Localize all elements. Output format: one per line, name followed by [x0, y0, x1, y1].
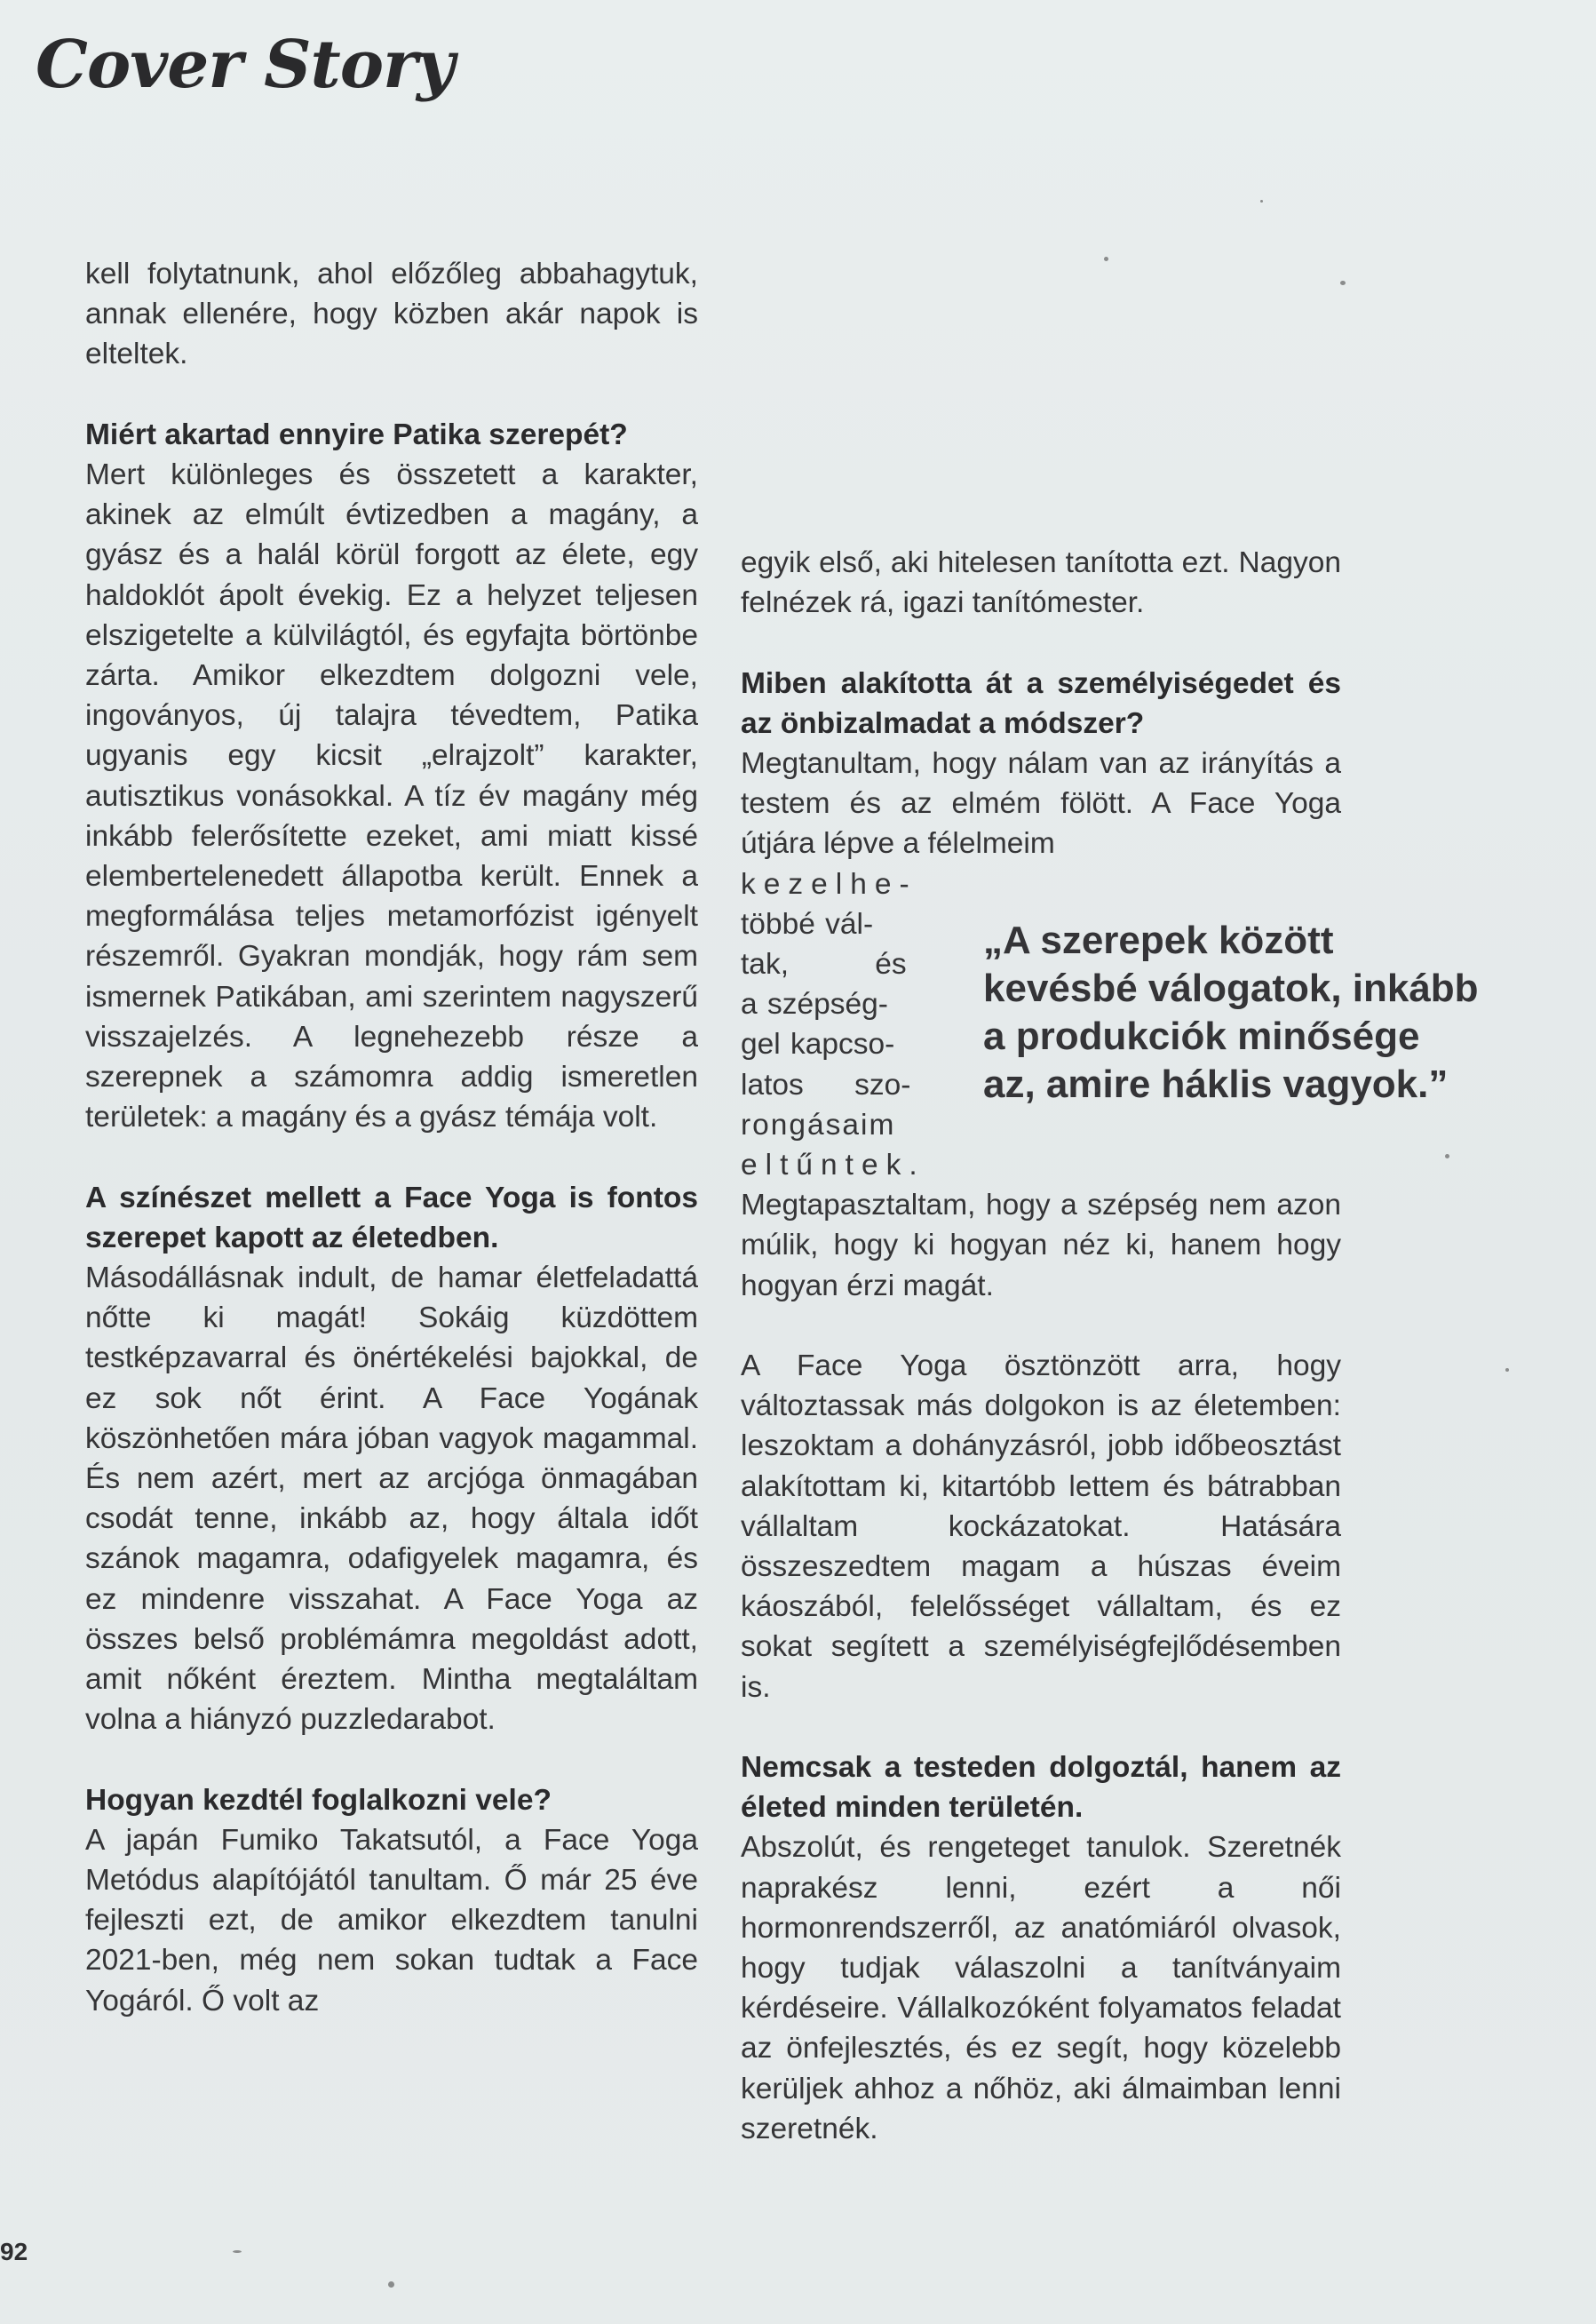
interview-answer: Abszolút, és rengeteget tanulok. Szeretnék naprakész lenni, ezért a női hormonrendszerről, az anatómiáról olvasok, hogy tudjak válaszolni a tanítványaim kérdéseire. Vállalkozóként folyamatos feladat az önfejlesztés, és ez segít, hogy közelebb kerüljek ahhoz a nőhöz, aki álmaimban lenni szeretnék.	[741, 1831, 1341, 2145]
paragraph	[741, 1346, 1341, 1707]
text-line: a szépség-	[741, 988, 888, 1022]
page-number: 92	[0, 2238, 28, 2265]
paper-speck	[1260, 200, 1263, 203]
interview-answer-continued	[741, 1185, 1341, 1306]
paper-speck	[1340, 281, 1346, 285]
paper-speck	[1445, 1154, 1449, 1158]
pull-quote-line: „A szerepek között	[983, 919, 1334, 962]
pull-quote-line: a produkciók minősége	[983, 1015, 1420, 1058]
interview-question: Miért akartad ennyire Patika szerepét?	[85, 418, 628, 451]
text-line: többé vál-	[741, 907, 874, 941]
paper-speck	[1104, 257, 1108, 261]
text-line: tak, és	[741, 948, 907, 982]
interview-block	[85, 415, 698, 1138]
interview-block	[85, 1178, 698, 1740]
interview-answer: Megtanultam, hogy nálam van az irányítás a testem és az elmém fölött. A Face Yoga útjára lépve a félelmeim	[741, 747, 1341, 861]
paragraph-text: egyik első, aki hitelesen tanította ezt. Nagyon felnézek rá, igazi tanítómester.	[741, 546, 1341, 620]
pull-quote-line: az, amire háklis vagyok.”	[983, 1063, 1449, 1106]
paper-speck	[233, 2250, 242, 2253]
interview-answer: Másodállásnak indult, de hamar életfeladattá nőtte ki magát! Sokáig küzdöttem testképzavarral és önértékelési bajokkal, de ez sok nőt érint. A Face Yogának köszönhetően mára jóban vagyok magammal. És nem azért, mert az arcjóga önmagában csodát tenne, inkább az, hogy általa időt szánok magamra, odafigyelek magamra, és ez mindenre visszahat. A Face Yoga az összes belső problémámra megoldást adott, amit nőként éreztem. Mintha megtaláltam volna a hiányzó puzzledarabot.	[85, 1261, 698, 1737]
interview-question: Nemcsak a testeden dolgoztál, hanem az életed minden területén.	[741, 1751, 1341, 1825]
paragraph-text: kell folytatnunk, ahol előzőleg abbahagytuk, annak ellenére, hogy közben akár napok is elteltek.	[85, 258, 698, 371]
interview-answer: Megtapasztaltam, hogy a szépség nem azon múlik, hogy ki hogyan néz ki, hanem hogy hogyan érzi magát.	[741, 1189, 1341, 1302]
pull-quote-line: kevésbé válogatok, inkább	[983, 967, 1479, 1010]
interview-block	[741, 1747, 1341, 2149]
interview-answer: A japán Fumiko Takatsutól, a Face Yoga Metódus alapítójától tanultam. Ő már 25 éve fejleszti ezt, de amikor elkezdtem tanulni 2021-ben, még nem sokan tudtak a Face Yogáról. Ő volt az	[85, 1823, 698, 2018]
text-line: kezelhe-	[741, 867, 917, 901]
interview-question: A színészet mellett a Face Yoga is fontos szerepet kapott az életedben.	[85, 1181, 698, 1254]
narrow-text-column	[741, 864, 941, 1186]
paper-speck	[1505, 1368, 1509, 1372]
text-line: latos szo-	[741, 1068, 911, 1102]
left-column	[85, 254, 698, 2021]
section-title: Cover Story	[36, 27, 455, 103]
text-line: eltűntek.	[741, 1149, 925, 1182]
interview-question: Hogyan kezdtél foglalkozni vele?	[85, 1783, 552, 1817]
paragraph	[85, 254, 698, 375]
interview-block	[85, 1780, 698, 2021]
interview-question: Miben alakította át a személyiségedet és az önbizalmadat a módszer?	[741, 666, 1341, 740]
pull-quote	[983, 917, 1596, 1109]
text-line: rongásaim	[741, 1108, 896, 1142]
paper-speck	[388, 2281, 394, 2288]
interview-answer: Mert különleges és összetett a karakter, akinek az elmúlt évtizedben a magány, a gyász és a halál körül forgott az élete, egy haldoklót ápolt évekig. Ez a helyzet teljesen elszigetelte a külvilágtól, és egyfajta börtönbe zárta. Amikor elkezdtem dolgozni vele, ingoványos, új talajra tévedtem, Patika ugyanis egy kicsit „elrajzolt” karakter, autisztikus vonásokkal. A tíz év magány még inkább felerősítette ezeket, ami miatt kissé elembertelenedett állapotba került. Ennek a megformálása teljes metamorfózist igényelt részemről. Gyakran mondják, hogy rám sem ismernek Patikában, ami szerintem nagyszerű visszajelzés. A legnehezebb része a szerepnek a számomra addig ismeretlen területek: a magány és a gyász témája volt.	[85, 458, 698, 1134]
text-line: gel kapcso-	[741, 1028, 895, 1062]
interview-intro	[741, 664, 1341, 864]
paragraph	[741, 543, 1341, 623]
paragraph-text: A Face Yoga ösztönzött arra, hogy változtassak más dolgokon is az életemben: leszoktam a dohányzásról, jobb időbeosztást alakítottam ki, kitartóbb lettem és bátrabban vállaltam kockázatokat. Hatására összeszedtem magam a húszas éveim káoszából, felelősséget vállaltam, és ez sokat segített a személyiségfejlődésemben is.	[741, 1349, 1341, 1704]
right-column	[741, 543, 1341, 2149]
